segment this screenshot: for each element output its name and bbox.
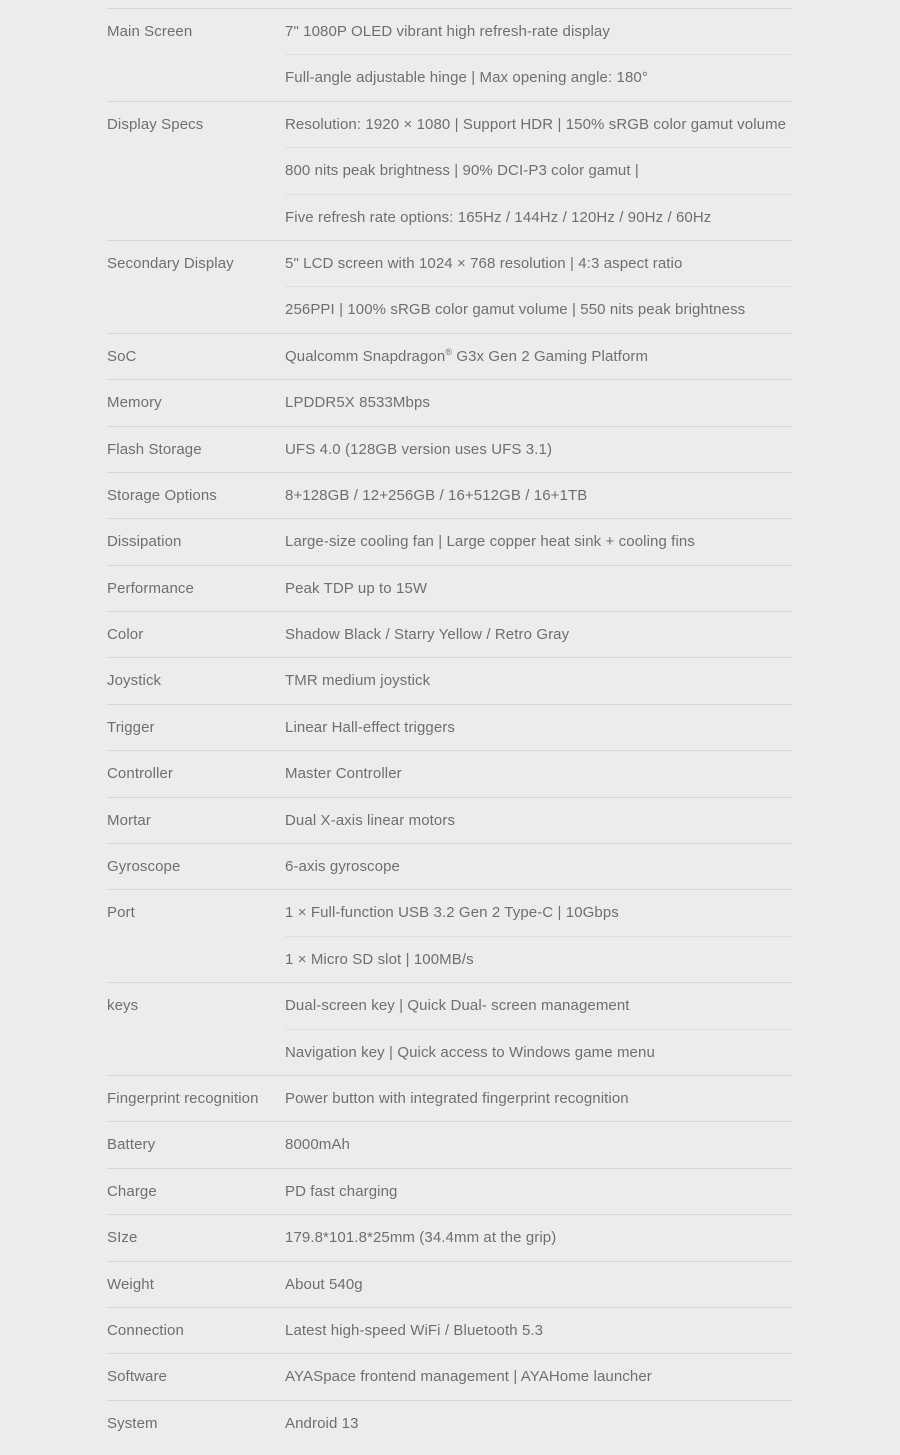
spec-row <box>107 472 792 518</box>
spec-value: Master Controller <box>285 765 402 783</box>
spec-label: keys <box>107 997 139 1015</box>
spec-value-group <box>285 1122 792 1167</box>
spec-value: Full-angle adjustable hinge | Max opening angle: 180° <box>285 54 792 100</box>
spec-row <box>107 565 792 611</box>
spec-row <box>107 750 792 796</box>
spec-label: SoC <box>107 347 137 365</box>
spec-table <box>107 8 792 1446</box>
spec-value: 8000mAh <box>285 1136 350 1154</box>
spec-value: Android 13 <box>285 1414 359 1432</box>
spec-label: Charge <box>107 1182 157 1200</box>
spec-value-group <box>285 566 792 611</box>
spec-value-group <box>285 612 792 657</box>
spec-label: Mortar <box>107 811 151 829</box>
spec-label: Port <box>107 904 135 922</box>
spec-value: Shadow Black / Starry Yellow / Retro Gray <box>285 626 570 644</box>
spec-value-group <box>285 241 792 333</box>
spec-value-group <box>285 102 792 240</box>
spec-label: System <box>107 1414 158 1432</box>
spec-value: TMR medium joystick <box>285 672 431 690</box>
spec-row <box>107 8 792 101</box>
spec-label: Color <box>107 626 144 644</box>
spec-row <box>107 1121 792 1167</box>
spec-label: Performance <box>107 579 194 597</box>
spec-row <box>107 1400 792 1446</box>
spec-value: About 540g <box>285 1275 363 1293</box>
spec-value: 7" 1080P OLED vibrant high refresh-rate display <box>285 23 610 40</box>
spec-row <box>107 1214 792 1260</box>
spec-label: SIze <box>107 1229 138 1247</box>
spec-value: Dual-screen key | Quick Dual- screen management <box>285 997 630 1015</box>
spec-row <box>107 1168 792 1214</box>
spec-row <box>107 101 792 240</box>
spec-label: Connection <box>107 1321 184 1339</box>
spec-row <box>107 797 792 843</box>
spec-row <box>107 1261 792 1307</box>
spec-value: 1 × Full-function USB 3.2 Gen 2 Type-C | 10Gbps <box>285 904 619 922</box>
spec-value: 256PPI | 100% sRGB color gamut volume | 550 nits peak brightness <box>285 286 792 332</box>
spec-row <box>107 704 792 750</box>
spec-value-group <box>285 1169 792 1214</box>
spec-row <box>107 1075 792 1121</box>
spec-value: Latest high-speed WiFi / Bluetooth 5.3 <box>285 1321 544 1339</box>
spec-value-group <box>285 1401 792 1446</box>
spec-value-group <box>285 1215 792 1260</box>
spec-value: PD fast charging <box>285 1182 398 1200</box>
spec-label: Trigger <box>107 718 155 736</box>
spec-value-group <box>285 798 792 843</box>
spec-value: 1 × Micro SD slot | 100MB/s <box>285 936 792 982</box>
spec-value: Resolution: 1920 × 1080 | Support HDR | 150% sRGB color gamut volume <box>285 115 787 133</box>
spec-row <box>107 333 792 379</box>
spec-value: 8+128GB / 12+256GB / 16+512GB / 16+1TB <box>285 486 588 504</box>
spec-label: Display Specs <box>107 115 204 133</box>
spec-label: Main Screen <box>107 23 193 40</box>
spec-row <box>107 1307 792 1353</box>
spec-value: UFS 4.0 (128GB version uses UFS 3.1) <box>285 440 553 458</box>
spec-row <box>107 611 792 657</box>
spec-value-group <box>285 1308 792 1353</box>
spec-value-group <box>285 1262 792 1307</box>
spec-label: Storage Options <box>107 486 217 504</box>
spec-label: Memory <box>107 394 162 412</box>
spec-label: Secondary Display <box>107 254 234 272</box>
spec-value: Power button with integrated fingerprint recognition <box>285 1089 629 1107</box>
spec-value: 6-axis gyroscope <box>285 858 400 876</box>
spec-label: Battery <box>107 1136 156 1154</box>
spec-value: Peak TDP up to 15W <box>285 579 428 597</box>
spec-row <box>107 1353 792 1399</box>
spec-value-group <box>285 519 792 564</box>
spec-value-group <box>285 890 792 982</box>
spec-label: Dissipation <box>107 533 182 551</box>
spec-value-group <box>285 334 792 379</box>
spec-row <box>107 240 792 333</box>
spec-value-group <box>285 1354 792 1399</box>
spec-value-group <box>285 844 792 889</box>
spec-value-group <box>285 705 792 750</box>
spec-value-group <box>285 473 792 518</box>
spec-value: 5" LCD screen with 1024 × 768 resolution | 4:3 aspect ratio <box>285 254 683 272</box>
spec-row <box>107 518 792 564</box>
spec-row <box>107 657 792 703</box>
spec-value: Qualcomm Snapdragon® G3x Gen 2 Gaming Platform <box>285 346 649 365</box>
spec-value: Five refresh rate options: 165Hz / 144Hz / 120Hz / 90Hz / 60Hz <box>285 194 792 240</box>
spec-row <box>107 426 792 472</box>
spec-label: Flash Storage <box>107 440 202 458</box>
spec-value-group <box>285 9 792 101</box>
spec-label: Gyroscope <box>107 858 181 876</box>
spec-value-group <box>285 983 792 1075</box>
spec-value: AYASpace frontend management | AYAHome launcher <box>285 1368 652 1386</box>
spec-value: 800 nits peak brightness | 90% DCI-P3 color gamut | <box>285 147 792 193</box>
spec-row <box>107 889 792 982</box>
spec-value-group <box>285 427 792 472</box>
spec-row <box>107 379 792 425</box>
spec-value: LPDDR5X 8533Mbps <box>285 394 431 412</box>
spec-value: 179.8*101.8*25mm (34.4mm at the grip) <box>285 1229 557 1247</box>
spec-value-group <box>285 1076 792 1121</box>
spec-value: Dual X-axis linear motors <box>285 811 456 829</box>
spec-value: Large-size cooling fan | Large copper heat sink + cooling fins <box>285 533 695 551</box>
spec-value: Linear Hall-effect triggers <box>285 718 455 736</box>
registered-trademark-symbol: ® <box>445 346 453 357</box>
spec-value: Navigation key | Quick access to Windows game menu <box>285 1029 792 1075</box>
spec-label: Fingerprint recognition <box>107 1089 259 1107</box>
spec-label: Weight <box>107 1275 155 1293</box>
spec-value-group <box>285 658 792 703</box>
spec-label: Controller <box>107 765 174 783</box>
spec-value-group <box>285 751 792 796</box>
spec-value-group <box>285 380 792 425</box>
spec-label: Software <box>107 1368 167 1386</box>
spec-row <box>107 843 792 889</box>
spec-label: Joystick <box>107 672 162 690</box>
spec-row <box>107 982 792 1075</box>
